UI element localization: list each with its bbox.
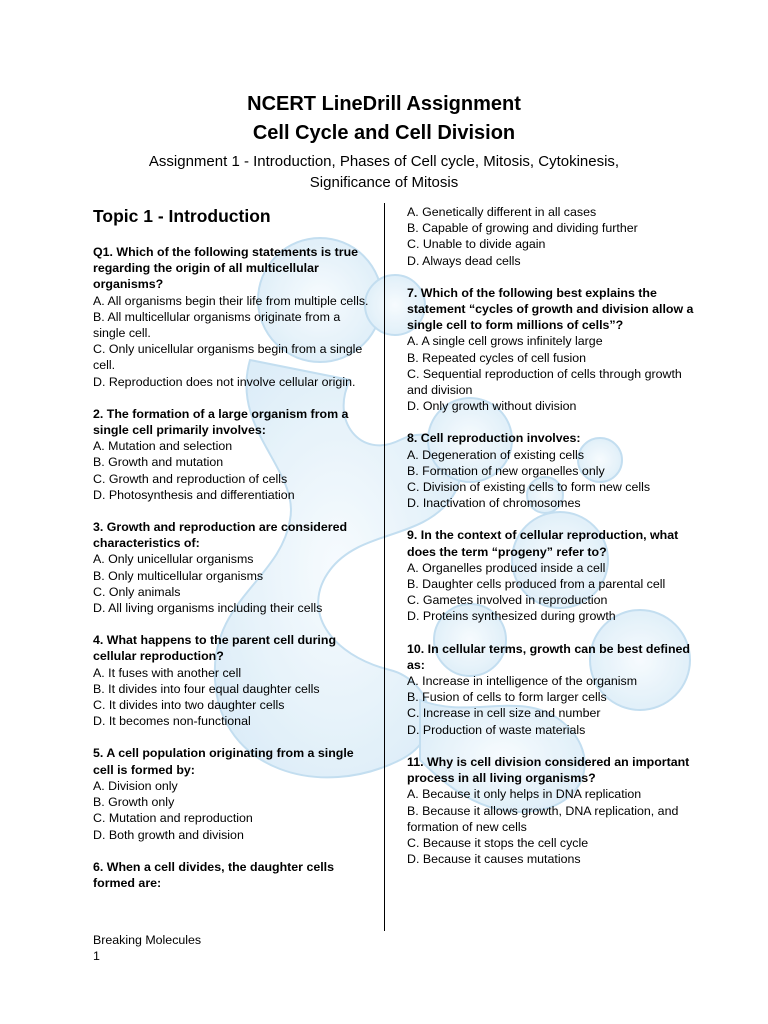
- answer-option: B. Daughter cells produced from a parental cell: [407, 577, 666, 592]
- answer-option: C. Increase in cell size and number: [407, 706, 601, 721]
- answer-option: C. It divides into two daughter cells: [93, 698, 285, 713]
- answer-option: B. Formation of new organelles only: [407, 463, 605, 478]
- question-block: [407, 430, 697, 511]
- answer-option: C. Only animals: [93, 584, 181, 599]
- answer-option: A. Genetically different in all cases: [407, 205, 597, 219]
- answer-option: B. Repeated cycles of cell fusion: [407, 350, 587, 365]
- answer-option: D. All living organisms including their cells: [93, 601, 323, 616]
- answer-option: C. Sequential reproduction of cells through growth and division: [407, 366, 682, 398]
- answer-option: C. Because it stops the cell cycle: [407, 835, 589, 850]
- topic-heading: Topic 1 - Introduction: [93, 206, 271, 226]
- question-text: 4. What happens to the parent cell during cellular reproduction?: [93, 633, 337, 664]
- question-block: [407, 204, 697, 269]
- document-title: NCERT LineDrill Assignment: [247, 93, 521, 115]
- answer-option: C. Growth and reproduction of cells: [93, 471, 288, 486]
- answer-option: B. Fusion of cells to form larger cells: [407, 690, 607, 705]
- watermark-text: Breaking Molecules: [93, 933, 202, 947]
- answer-option: C. Only unicellular organisms begin from a single cell.: [93, 342, 363, 373]
- answer-option: B. Only multicellular organisms: [93, 568, 264, 583]
- document-subject-title: Cell Cycle and Cell Division: [252, 122, 516, 144]
- answer-option: D. It becomes non-functional: [93, 714, 251, 729]
- answer-option: B. Growth only: [93, 795, 175, 810]
- column-divider: [384, 203, 385, 931]
- answer-option: C. Gametes involved in reproduction: [407, 593, 608, 608]
- question-block: [407, 285, 697, 415]
- answer-option: A. Only unicellular organisms: [93, 552, 254, 567]
- answer-option: D. Production of waste materials: [407, 722, 586, 737]
- answer-option: A. It fuses with another cell: [93, 665, 242, 680]
- answer-option: A. A single cell grows infinitely large: [407, 334, 603, 349]
- answer-option: A. Increase in intelligence of the organism: [407, 674, 638, 689]
- answer-option: B. Because it allows growth, DNA replication, and formation of new cells: [407, 803, 679, 834]
- question-block: [93, 745, 373, 842]
- question-text: 6. When a cell divides, the daughter cells formed are:: [93, 859, 335, 890]
- question-text: Q1. Which of the following statements is true regarding the origin of all multicellular organisms?: [93, 245, 359, 292]
- answer-option: C. Unable to divide again: [407, 237, 546, 252]
- question-block: [93, 519, 373, 616]
- answer-option: C. Division of existing cells to form new cells: [407, 480, 651, 495]
- answer-option: D. Only growth without division: [407, 399, 577, 414]
- answer-option: C. Mutation and reproduction: [93, 811, 253, 826]
- answer-option: D. Proteins synthesized during growth: [407, 609, 616, 624]
- answer-option: D. Inactivation of chromosomes: [407, 496, 581, 511]
- question-block: [407, 641, 697, 738]
- answer-option: A. Degeneration of existing cells: [407, 447, 585, 462]
- answer-option: A. All organisms begin their life from multiple cells.: [93, 293, 369, 308]
- answer-option: A. Mutation and selection: [93, 439, 233, 454]
- page-header: [0, 90, 768, 193]
- question-block: [93, 859, 373, 891]
- answer-option: A. Because it only helps in DNA replication: [407, 787, 642, 802]
- subtitle-line-2: Significance of Mitosis: [309, 174, 459, 191]
- answer-option: D. Always dead cells: [407, 253, 521, 268]
- question-block: [93, 632, 373, 729]
- assignment-subtitle: [0, 151, 768, 193]
- question-text: 9. In the context of cellular reproduction, what does the term “progeny” refer to?: [407, 528, 679, 559]
- right-column: [407, 204, 697, 867]
- question-text: 11. Why is cell division considered an important process in all living organisms?: [407, 754, 690, 786]
- question-text: 7. Which of the following best explains the statement “cycles of growth and division allow a single cell to form millions of cells”?: [407, 285, 694, 333]
- answer-option: A. Division only: [93, 778, 178, 793]
- answer-option: B. All multicellular organisms originate from a single cell.: [93, 309, 341, 341]
- answer-option: B. It divides into four equal daughter cells: [93, 681, 320, 696]
- left-column: [93, 204, 373, 891]
- answer-option: B. Capable of growing and dividing further: [407, 221, 638, 236]
- question-block: [407, 527, 697, 624]
- question-block: [407, 754, 697, 867]
- answer-option: B. Growth and mutation: [93, 455, 224, 470]
- answer-option: D. Reproduction does not involve cellular origin.: [93, 374, 356, 389]
- question-block: [93, 406, 373, 503]
- answer-option: D. Photosynthesis and differentiation: [93, 487, 295, 502]
- subtitle-line-1: Assignment 1 - Introduction, Phases of Cell cycle, Mitosis, Cytokinesis,: [148, 153, 620, 170]
- question-text: 3. Growth and reproduction are considered characteristics of:: [93, 520, 348, 551]
- answer-option: A. Organelles produced inside a cell: [407, 560, 606, 575]
- answer-option: D. Both growth and division: [93, 827, 244, 842]
- question-block: [93, 244, 373, 390]
- question-text: 10. In cellular terms, growth can be best defined as:: [407, 641, 690, 672]
- question-text: 5. A cell population originating from a single cell is formed by:: [93, 746, 354, 777]
- page-number: 1: [93, 949, 100, 963]
- answer-option: D. Because it causes mutations: [407, 852, 581, 867]
- question-text: 8. Cell reproduction involves:: [407, 431, 581, 446]
- left-question-list: [93, 244, 373, 891]
- right-question-list: [407, 204, 697, 867]
- question-text: 2. The formation of a large organism from a single cell primarily involves:: [93, 406, 349, 438]
